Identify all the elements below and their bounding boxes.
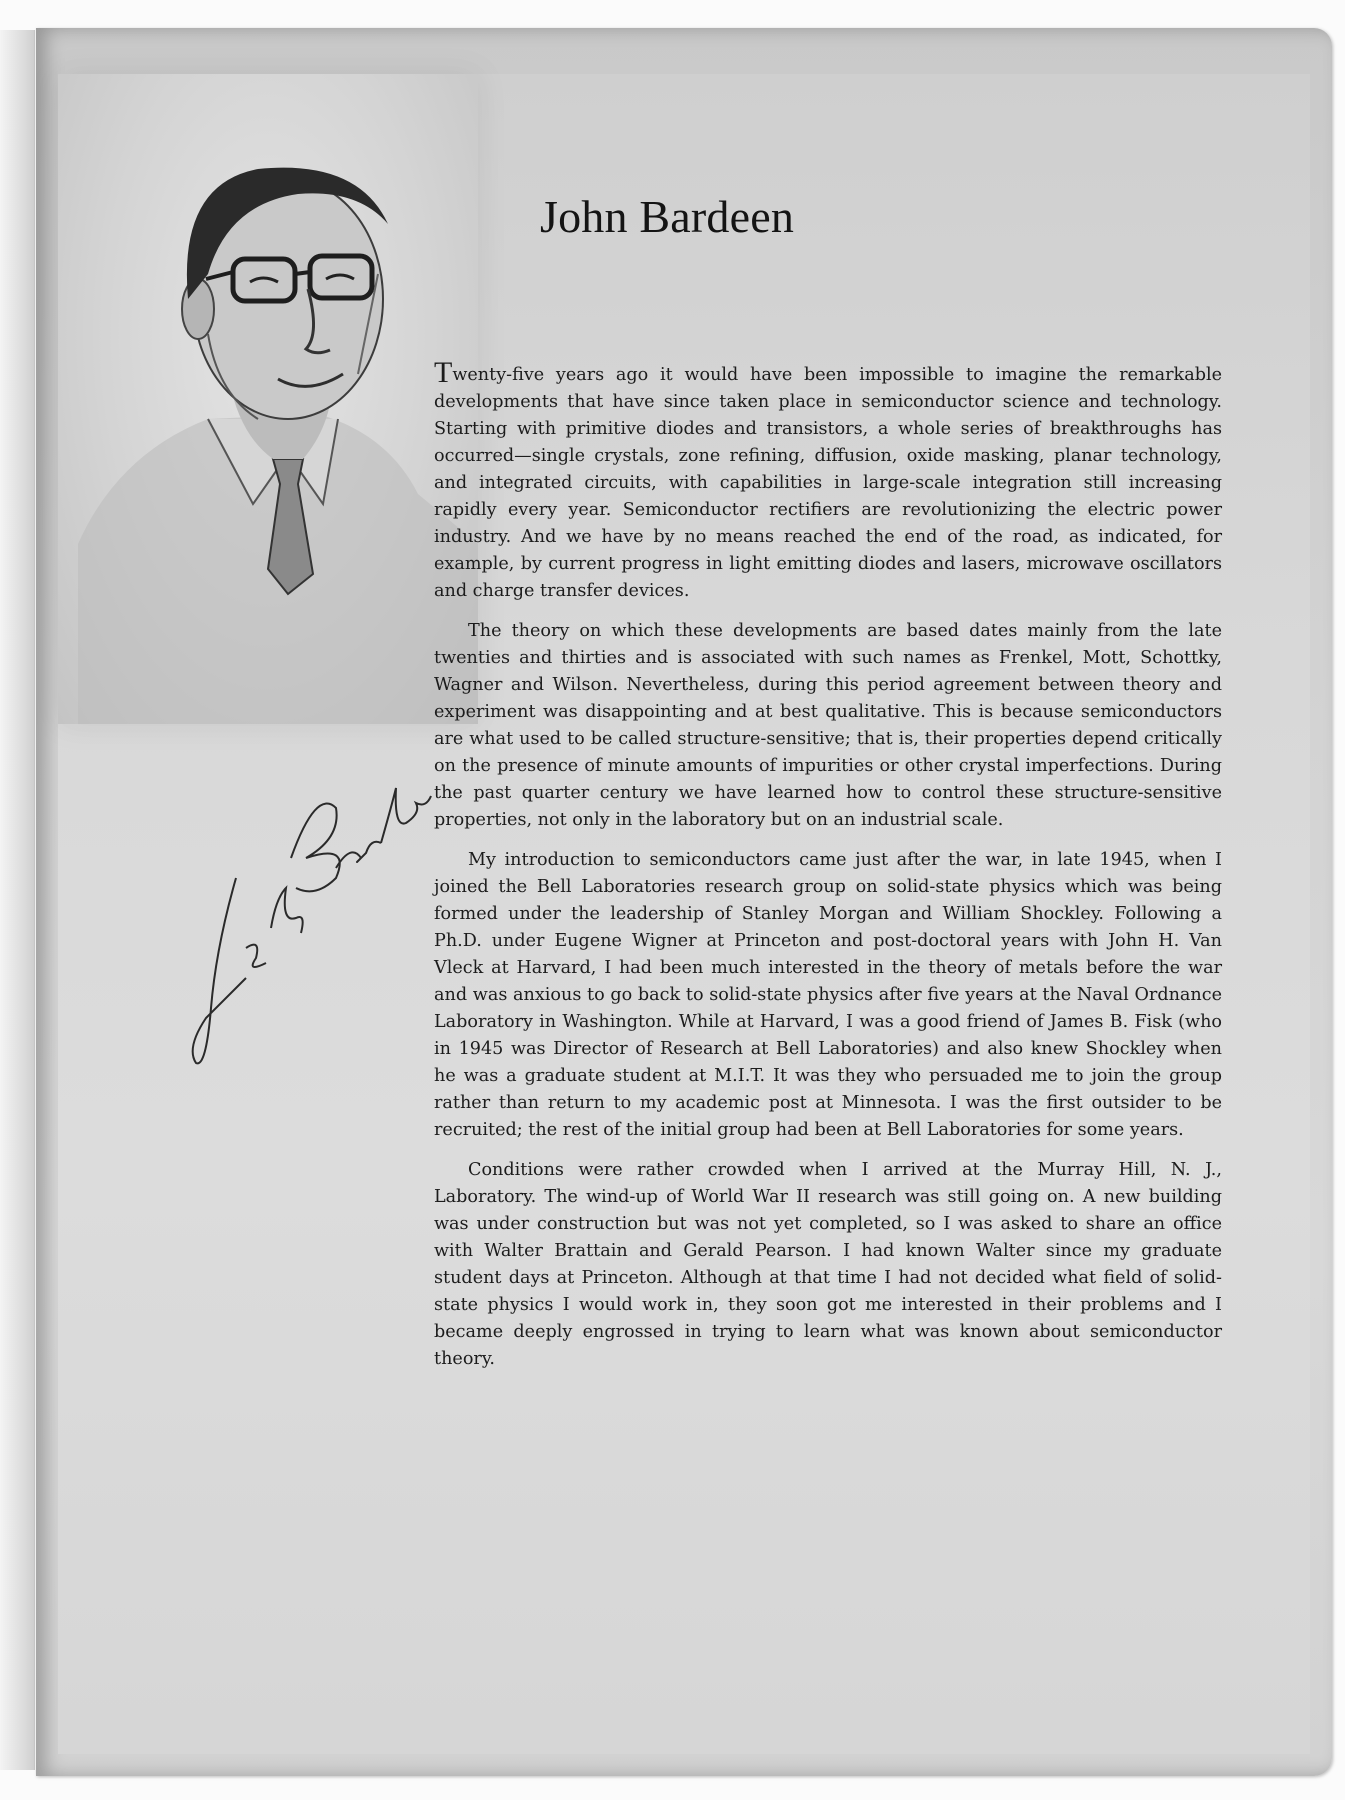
previous-page-edge: [0, 30, 35, 1770]
paragraph-2: The theory on which these developments are based dates mainly from the late twenties and thirties and is associated with such names as Frenkel, Mott, Schottky, Wagner and Wilson. Nevertheless, during this period agreement between theory and experiment was disappointing and at best qualitative. This is because semiconductors are what used to be called structure-sensitive; that is, their properties depend critically on the presence of minute amounts of impurities or other crystal imperfections. During the past quarter century we have learned how to control these structure-sensitive properties, not only in the laboratory but on an industrial scale.: [434, 621, 1222, 830]
article-title: John Bardeen: [540, 191, 795, 242]
paragraph-3: My introduction to semiconductors came just after the war, in late 1945, when I joined the Bell Laboratories research group on solid-state physics which was being formed under the leadership of Stanley Morgan and William Shockley. Following a Ph.D. under Eugene Wigner at Princeton and post-doctoral years with John H. Van Vleck at Harvard, I had been much interested in the theory of metals before the war and was anxious to go back to solid-state physics after five years at the Naval Ordnance Laboratory in Washington. While at Harvard, I was a good friend of James B. Fisk (who in 1945 was Director of Research at Bell Laboratories) and also knew Shockley when he was a graduate student at M.I.T. It was they who persuaded me to join the group rather than return to my academic post at Minnesota. I was the first outsider to be recruited; the rest of the initial group had been at Bell Laboratories for some years.: [434, 850, 1222, 1140]
signature: [176, 748, 436, 1078]
article-body: [434, 356, 1222, 1386]
paragraph-4: Conditions were rather crowded when I arrived at the Murray Hill, N. J., Laboratory. The wind-up of World War II research was still going on. A new building was under construction but was not yet completed, so I was asked to share an office with Walter Brattain and Gerald Pearson. I had known Walter since my graduate student days at Princeton. Although at that time I had not decided what field of solid-state physics I would work in, they soon got me interested in their problems and I became deeply engrossed in trying to learn what was known about semiconductor theory.: [434, 1160, 1222, 1369]
paragraph-1-text: wenty-five years ago it would have been impossible to imagine the remarkable developments that have since taken place in semiconductor science and technology. Starting with primitive diodes and transistors, a whole series of breakthroughs has occurred—single crystals, zone refining, diffusion, oxide masking, planar technology, and integrated circuits, with capabilities in large-scale integration still increasing rapidly every year. Semiconductor rectifiers are revolutionizing the electric power industry. And we have by no means reached the end of the road, as indicated, for example, by current progress in light emitting diodes and lasers, microwave oscillators and charge transfer devices.: [434, 365, 1222, 601]
handwritten-signature: [176, 748, 436, 1078]
portrait-sketch: [58, 74, 478, 724]
paragraph-1: [434, 356, 1222, 605]
drop-cap: T: [434, 356, 453, 389]
portrait-drawing: [58, 74, 478, 724]
